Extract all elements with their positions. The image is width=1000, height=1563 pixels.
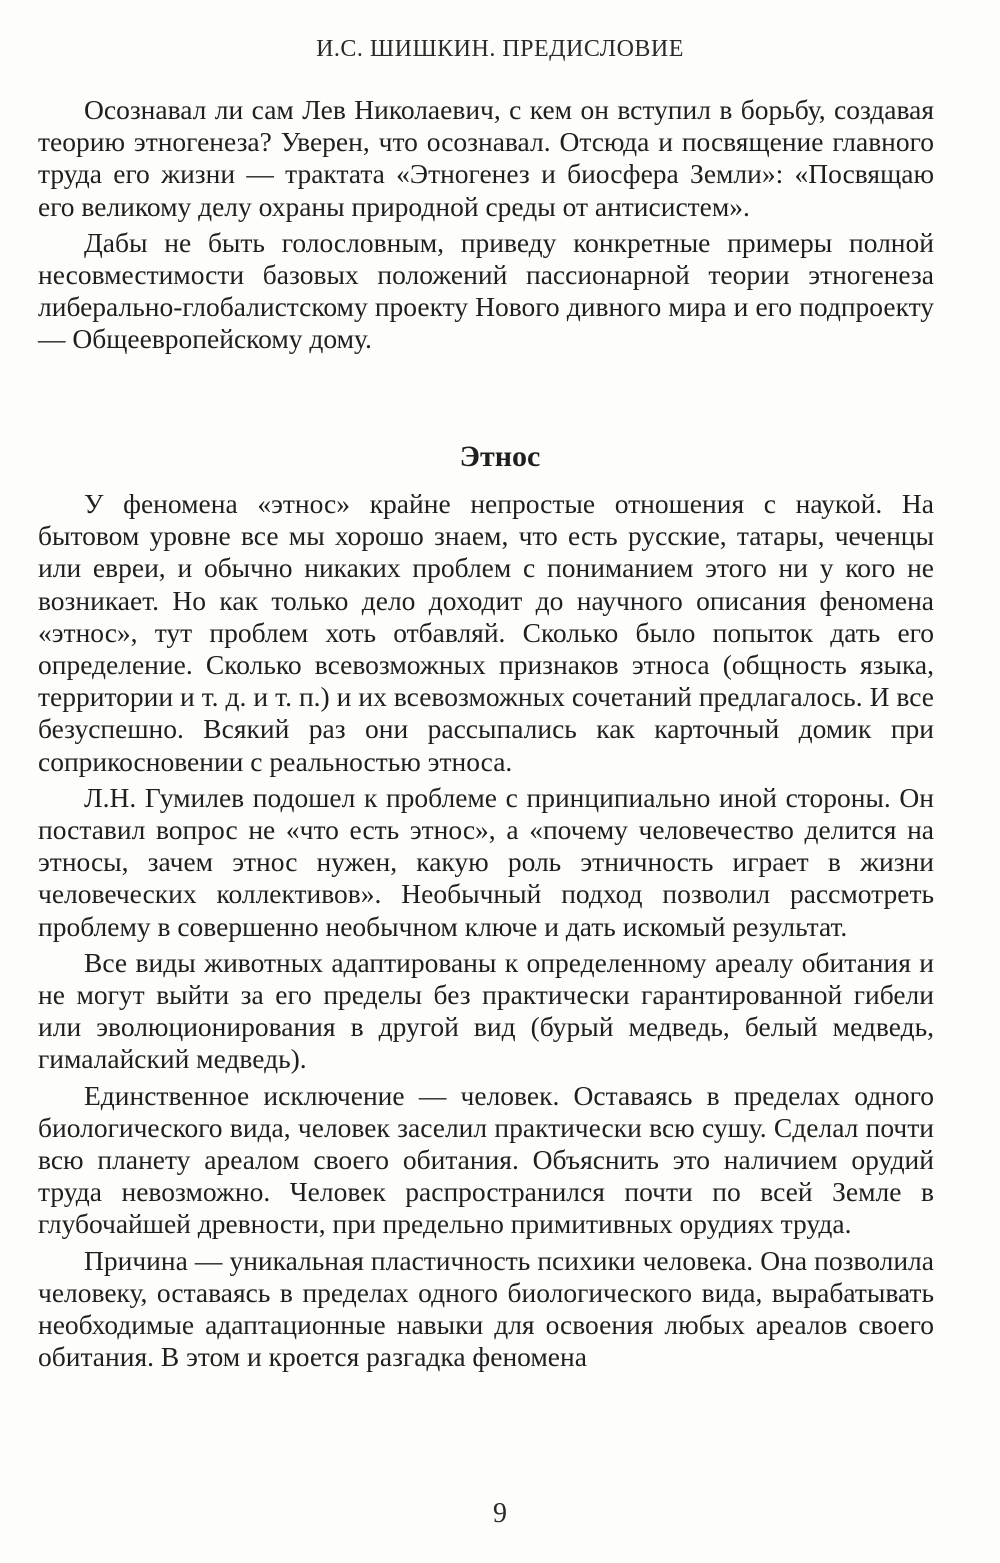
section-body — [38, 488, 934, 1377]
paragraph: Единственное исключение — человек. Оставаясь в пределах одного биологического вида, человек заселил практически всю сушу. Сделал почти всю планету ареалом своего обитания. Объяснить это наличием орудий труда невозможно. Человек распространился почти по всей Земле в глубочайшей древности, при предельно примитивных орудиях труда. — [38, 1079, 934, 1240]
page-number: 9 — [493, 1498, 507, 1529]
paragraph: Причина — уникальная пластичность психики человека. Она позволила человеку, оставаясь в пределах одного биологического вида, вырабатывать необходимые адаптационные навыки для освоения любых ареалов своего обитания. В этом и кроется разгадка феномена — [38, 1244, 934, 1373]
paragraph: Осознавал ли сам Лев Николаевич, с кем он вступил в борьбу, создавая теорию этногенеза? Уверен, что осознавал. Отсюда и посвящение главного труда его жизни — трактата «Этногенез и биосфера Земли»: «Посвящаю его великому делу охраны природной среды от антисистем». — [38, 94, 934, 222]
paragraph: Л.Н. Гумилев подошел к проблеме с принципиально иной стороны. Он поставил вопрос не «что есть этнос», а «почему человечество делится на этносы, зачем этнос нужен, какую роль этничность играет в жизни человеческих коллективов». Необычный подход позволил рассмотреть проблему в совершенно необычном ключе и дать искомый результат. — [38, 781, 934, 942]
paragraph: Дабы не быть голословным, приведу конкретные примеры полной несовместимости базовых положений пассионарной теории этногенеза либерально-глобалистскому проекту Нового дивного мира и его подпроекту — Общеевропейскому дому. — [38, 226, 934, 355]
running-head: И.С. ШИШКИН. ПРЕДИСЛОВИЕ — [316, 36, 684, 62]
paragraph: Все виды животных адаптированы к определенному ареалу обитания и не могут выйти за его пределы без практически гарантированной гибели или эволюционирования в другой вид (бурый медведь, белый медведь, гималайский медведь). — [38, 946, 934, 1075]
intro-text — [38, 94, 934, 360]
paragraph: У феномена «этнос» крайне непростые отношения с наукой. На бытовом уровне все мы хорошо знаем, что есть русские, татары, чеченцы или евреи, и обычно никаких проблем с пониманием этого ни у кого не возникает. Но как только дело доходит до научного описания феномена «этнос», тут проблем хоть отбавляй. Сколько было попыток дать его определение. Сколько всевозможных признаков этноса (общность языка, территории и т. д. и т. п.) и их всевозможных сочетаний предлагалось. И все безуспешно. Всякий раз они рассыпались как карточный домик при соприкосновении с реальностью этноса. — [38, 488, 934, 777]
section-heading: Этнос — [459, 440, 541, 473]
